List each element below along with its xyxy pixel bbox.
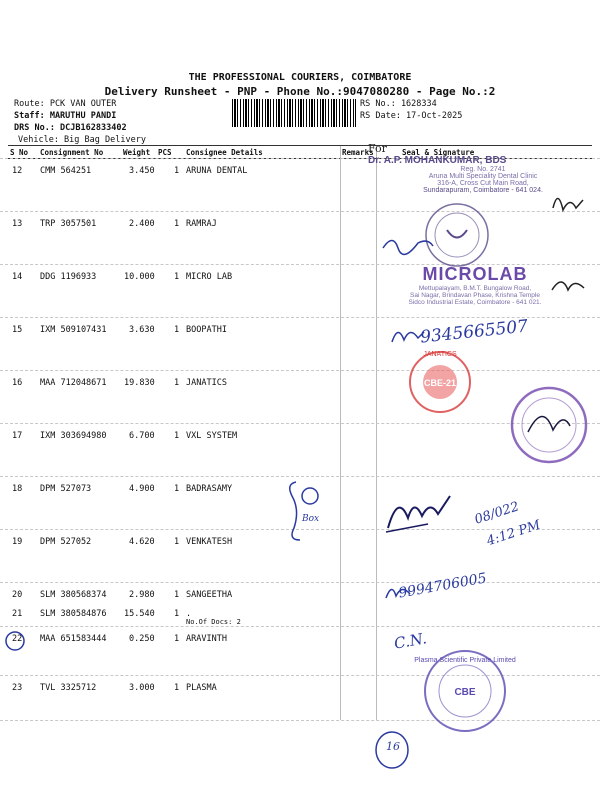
- row-consignment: DPM 527052: [40, 537, 92, 547]
- table-end-rule: [0, 720, 600, 721]
- row-weight: 3.450: [129, 166, 155, 176]
- row-weight: 19.830: [124, 378, 155, 388]
- row-consignee: VXL SYSTEM: [186, 431, 238, 441]
- doctor-stamp: [368, 142, 598, 194]
- row-consignee: BADRASAMY: [186, 484, 233, 494]
- staff-label: Staff: MARUTHU PANDI: [14, 111, 117, 121]
- row-consignee: ARUNA DENTAL: [186, 166, 248, 176]
- row-weight: 4.620: [129, 537, 155, 547]
- rs-number: RS No.: 1628334: [360, 99, 437, 109]
- row-sno: 15: [12, 325, 23, 335]
- row-consignee: SANGEETHA: [186, 590, 233, 600]
- row-weight: 10.000: [124, 272, 155, 282]
- row-circle-mark: [4, 630, 26, 652]
- row-consignee: BOOPATHI: [186, 325, 227, 335]
- doctor-addr2: Sundarapuram, Coimbatore - 641 024.: [423, 187, 543, 194]
- row-weight: 4.900: [129, 484, 155, 494]
- handwritten-box: Box: [302, 514, 320, 524]
- row-pcs: 1: [174, 484, 180, 494]
- microlab-addr3: Sidco Industrial Estate, Coimbatore - 641 021.: [408, 299, 542, 306]
- row-consignment: IXM 303694980: [40, 431, 107, 441]
- plasma-seal: [414, 646, 516, 736]
- initials-scribble: [548, 188, 588, 216]
- row-weight: 6.700: [129, 431, 155, 441]
- col-consignee: Consignee Details: [186, 148, 263, 157]
- table-row: [0, 626, 600, 680]
- row-pcs: 1: [174, 431, 180, 441]
- row-sno: 14: [12, 272, 23, 282]
- row-pcs: 1: [174, 272, 180, 282]
- col-consignment: Consignment No: [40, 148, 104, 157]
- row-pcs: 1: [174, 590, 180, 600]
- row-note: No.Of Docs: 2: [186, 618, 241, 626]
- doctor-reg: Reg. No. 2741: [460, 166, 506, 173]
- handwritten-dated: 08/022: [472, 499, 521, 528]
- barcode: [232, 99, 356, 127]
- drs-label: DRS No.: DCJB162833402: [14, 123, 127, 133]
- handwritten-cn: C.N.: [392, 629, 428, 653]
- row-consignment: MAA 712048671: [40, 378, 107, 388]
- row-sno: 17: [12, 431, 23, 441]
- table-row: [0, 211, 600, 265]
- doctor-addr1: 316-A, Cross Cut Main Road,: [437, 180, 529, 187]
- route-label: Route: PCK VAN OUTER: [14, 99, 117, 109]
- janatics-center-text: CBE-21: [423, 378, 457, 388]
- row-consignment: CMM 564251: [40, 166, 92, 176]
- vxl-seal: [508, 382, 590, 468]
- row-consignment: TVL 3325712: [40, 683, 97, 693]
- microlab-signature: [548, 272, 588, 300]
- row-consignment: IXM 509107431: [40, 325, 107, 335]
- row-weight: 2.400: [129, 219, 155, 229]
- col-pcs: PCS: [158, 148, 172, 157]
- handwritten-phone-1: 9345665507: [419, 316, 529, 348]
- microlab-addr1: Mettupalayam, B.M.T. Bungalow Road,: [418, 285, 532, 292]
- row-sno: 19: [12, 537, 23, 547]
- rs-date: RS Date: 17-Oct-2025: [360, 111, 463, 121]
- row-consignee: ARAVINTH: [186, 634, 227, 644]
- row-pcs: 1: [174, 378, 180, 388]
- row-sno: 20: [12, 590, 23, 600]
- col-weight: Weight: [123, 148, 151, 157]
- row-consignee: .: [186, 609, 192, 619]
- row-consignment: SLM 380568374: [40, 590, 107, 600]
- row-weight: 3.000: [129, 683, 155, 693]
- row-sno: 22: [12, 634, 23, 644]
- doctor-name: Dr. A.P. MOHANKUMAR, BDS: [368, 155, 507, 166]
- row-consignee: MICRO LAB: [186, 272, 233, 282]
- doctor-clinic: Aruna Multi Speciality Dental Clinic: [428, 173, 538, 180]
- col-seal: Seal & Signature: [402, 148, 475, 157]
- microlab-addr2: Sai Nagar, Brindavan Phase, Krishna Temple: [410, 292, 540, 299]
- row-consignee: JANATICS: [186, 378, 227, 388]
- col-sno: S No: [10, 148, 29, 157]
- handwritten-phone-2: 9994706005: [397, 570, 488, 602]
- venkatesh-signature: [378, 488, 458, 538]
- row-consignment: TRP 3057501: [40, 219, 97, 229]
- row-sno: 18: [12, 484, 23, 494]
- row-sno: 21: [12, 609, 23, 619]
- row-consignee: PLASMA: [186, 683, 217, 693]
- signature-scribble: [378, 228, 438, 258]
- row-consignee: VENKATESH: [186, 537, 233, 547]
- doctor-for: For: [368, 142, 387, 155]
- row-consignment: DPM 527073: [40, 484, 92, 494]
- row-pcs: 1: [174, 325, 180, 335]
- row-consignment: SLM 380584876: [40, 609, 107, 619]
- runsheet-subtitle: Delivery Runsheet - PNP - Phone No.:9047080280 - Page No.:2: [104, 85, 496, 98]
- table-row: [0, 602, 600, 626]
- row-pcs: 1: [174, 219, 180, 229]
- row-weight: 2.980: [129, 590, 155, 600]
- row-pcs: 1: [174, 537, 180, 547]
- company-title: THE PROFESSIONAL COURIERS, COIMBATORE: [188, 72, 412, 83]
- plasma-ring-text: Plasma Scientific Private Limited: [414, 657, 516, 664]
- row-consignee: RAMRAJ: [186, 219, 217, 229]
- janatics-ring-text: JANATICS: [423, 351, 457, 358]
- plasma-center-text: CBE: [454, 687, 476, 698]
- janatics-seal: [398, 342, 508, 432]
- row-pcs: 1: [174, 166, 180, 176]
- row-pcs: 1: [174, 634, 180, 644]
- row-sno: 16: [12, 378, 23, 388]
- row-sno: 12: [12, 166, 23, 176]
- row-weight: 0.250: [129, 634, 155, 644]
- remarks-scribble: [282, 474, 330, 546]
- row-pcs: 1: [174, 683, 180, 693]
- row-consignment: DDG 1196933: [40, 272, 97, 282]
- row-sno: 13: [12, 219, 23, 229]
- row-pcs: 1: [174, 609, 180, 619]
- row-consignment: MAA 651583444: [40, 634, 107, 644]
- handwritten-16: 16: [386, 740, 400, 753]
- handwritten-time: 4:12 PM: [485, 517, 543, 550]
- row-weight: 15.540: [124, 609, 155, 619]
- row-sno: 23: [12, 683, 23, 693]
- microlab-name: MICROLAB: [422, 264, 528, 284]
- vehicle-label: Vehicle: Big Bag Delivery: [18, 135, 146, 145]
- col-remarks: Remarks: [342, 148, 374, 157]
- row-weight: 3.630: [129, 325, 155, 335]
